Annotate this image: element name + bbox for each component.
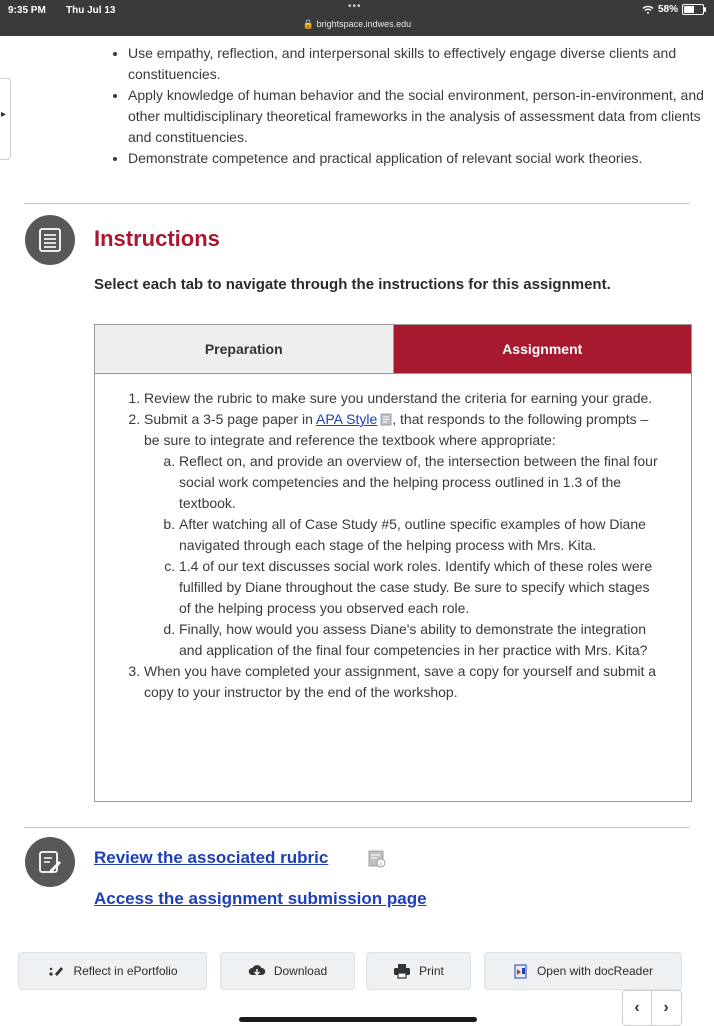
download-button[interactable] xyxy=(220,952,355,990)
list-item: 1. Review the rubric to make sure you understand the criteria for earning your grade. xyxy=(144,388,664,409)
download-label: Download xyxy=(273,964,328,978)
edit-document-icon xyxy=(25,837,75,887)
list-item: • Use empathy, reflection, and interpersonal skills to effectively engage diverse clients and constituencies. xyxy=(128,43,714,85)
document-icon xyxy=(380,413,392,426)
multitasking-dots[interactable]: ••• xyxy=(348,1,362,12)
tab-assignment[interactable]: Assignment xyxy=(394,325,692,373)
step-text: , that responds to the following prompts – be sure to integrate and reference the textbook where appropriate: xyxy=(144,411,649,448)
list-item: • Demonstrate competence and practical application of relevant social work theories. xyxy=(128,148,714,169)
print-label: Print xyxy=(419,964,444,978)
list-document-icon xyxy=(25,215,75,265)
list-item xyxy=(144,409,664,661)
rubric-link[interactable]: Review the associated rubric xyxy=(94,848,329,867)
learning-outcomes-list xyxy=(110,43,714,169)
instructions-subtitle: Select each tab to navigate through the instructions for this assignment. xyxy=(94,276,611,293)
wifi-icon xyxy=(642,5,654,14)
download-cloud-icon xyxy=(248,964,266,978)
printer-icon xyxy=(393,963,411,979)
step-text: Submit a 3-5 page paper in xyxy=(144,411,317,427)
url-bar[interactable]: 🔒 brightspace.indwes.edu xyxy=(302,19,412,29)
divider xyxy=(24,827,690,828)
list-item: c. 1.4 of our text discusses social work roles. Identify which of these roles were fulfilled by Diane throughout the case study. Be sure to specify which stages of the helping process you observed each role. xyxy=(179,556,664,619)
chevron-right-icon: ▸ xyxy=(1,109,7,120)
reflect-label: Reflect in ePortfolio xyxy=(73,964,178,978)
status-date: Thu Jul 13 xyxy=(66,5,116,16)
svg-text:i: i xyxy=(380,860,382,868)
status-indicators xyxy=(642,4,704,15)
next-page-button[interactable]: › xyxy=(651,991,680,1025)
battery-percent: 58% xyxy=(657,4,678,15)
home-indicator[interactable] xyxy=(239,1017,477,1022)
status-bar xyxy=(0,0,714,36)
docreader-label: Open with docReader xyxy=(536,964,654,978)
battery-icon xyxy=(682,4,704,15)
list-item: a. Reflect on, and provide an overview of, the intersection between the final four social work competencies and the helping process outlined in 1.3 of the textbook. xyxy=(179,451,664,514)
info-document-icon xyxy=(368,850,386,868)
tab-bar xyxy=(95,325,691,374)
open-docreader-button[interactable] xyxy=(484,952,682,990)
apa-style-link[interactable]: APA Style xyxy=(316,411,378,427)
page-title: Instructions xyxy=(94,226,220,251)
tab-panel-assignment xyxy=(95,388,691,703)
list-item: • Apply knowledge of human behavior and the social environment, person-in-environment, and other multidisciplinary theoretical frameworks in the analysis of assessment data from clients and constituencies. xyxy=(128,85,714,148)
assignment-prompts xyxy=(144,451,664,661)
tab-preparation[interactable]: Preparation xyxy=(95,325,394,373)
submission-page-link[interactable]: Access the assignment submission page xyxy=(94,889,427,908)
previous-page-button[interactable]: ‹ xyxy=(634,999,640,1016)
instructions-tabs xyxy=(94,324,692,802)
status-time: 9:35 PM xyxy=(8,5,46,16)
list-item: b. After watching all of Case Study #5, outline specific examples of how Diane navigated through each stage of the helping process with Mrs. Kita. xyxy=(179,514,664,556)
divider xyxy=(24,203,690,204)
list-item: 3. When you have completed your assignment, save a copy for yourself and submit a copy to your instructor by the end of the workshop. xyxy=(144,661,664,703)
pagination xyxy=(622,990,682,1026)
assignment-steps xyxy=(95,388,664,703)
list-item: d. Finally, how would you assess Diane's ability to demonstrate the integration and application of the final four competencies in her practice with Mrs. Kita? xyxy=(179,619,664,661)
reflect-eportfolio-button[interactable] xyxy=(18,952,207,990)
side-panel-handle[interactable] xyxy=(0,78,11,160)
docreader-icon xyxy=(513,963,529,979)
eportfolio-icon xyxy=(47,964,65,978)
print-button[interactable] xyxy=(366,952,471,990)
